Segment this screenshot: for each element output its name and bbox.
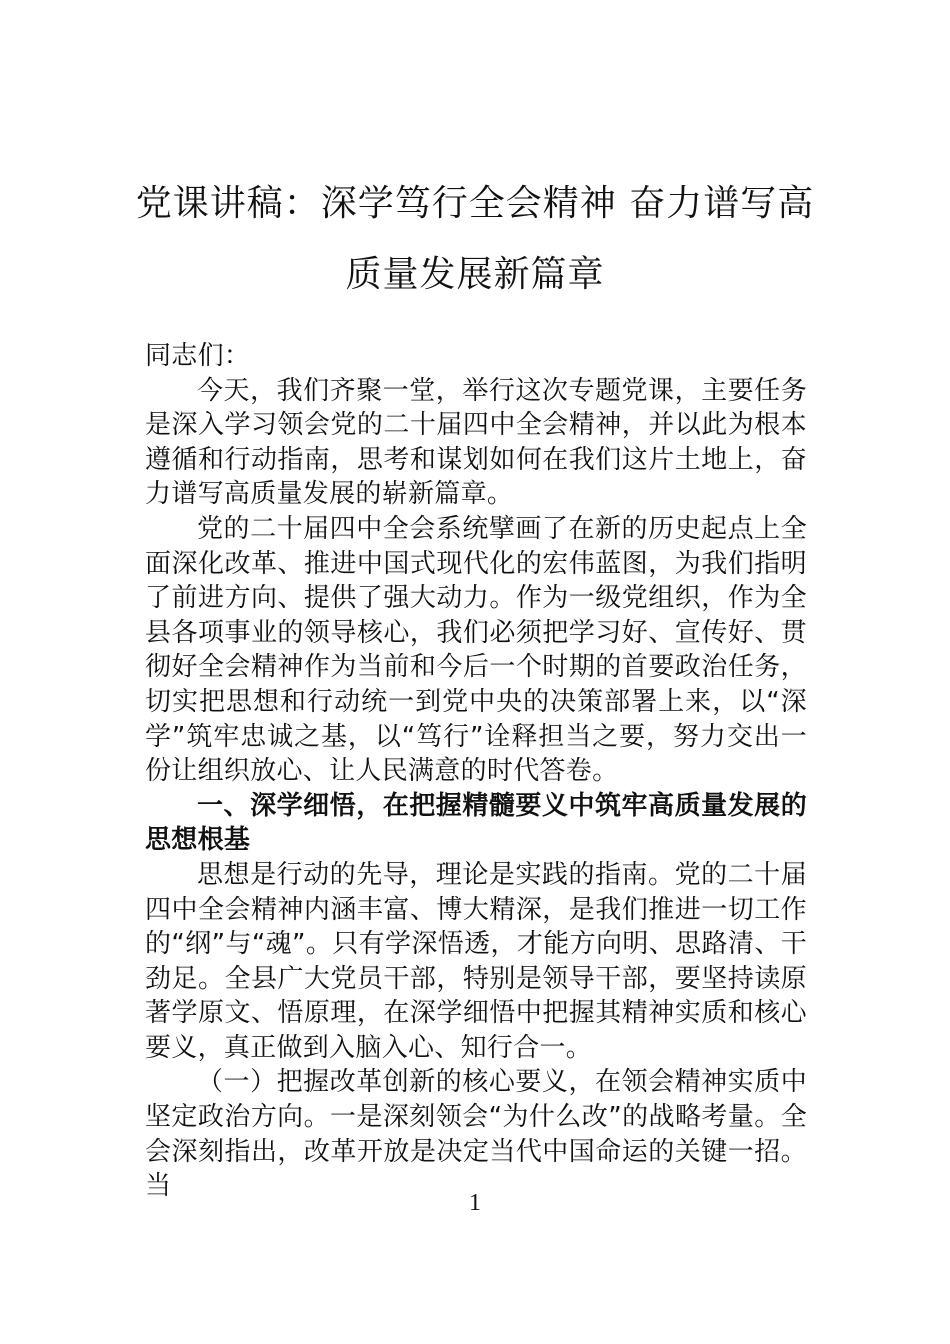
paragraph-intro: 今天，我们齐聚一堂，举行这次专题党课，主要任务是深入学习领会党的二十届四中全会精神，并以此为根本遵循和行动指南，思考和谋划如何在我们这片土地上，奋力谱写高质量发展的崭新篇章。 bbox=[145, 375, 807, 510]
salutation: 同志们： bbox=[145, 341, 251, 371]
document-title bbox=[120, 168, 830, 310]
title-line-2: 质量发展新篇章 bbox=[345, 254, 605, 295]
section-heading: 一、深学细悟，在把握精髓要义中筑牢高质量发展的思想根基 bbox=[145, 790, 807, 856]
document-body bbox=[145, 339, 807, 1204]
paragraph-section-one: 思想是行动的先导，理论是实践的指南。党的二十届四中全会精神内涵丰富、博大精深，是我们推进一切工作的“纲”与“魂”。只有学深悟透，才能方向明、思路清、干劲足。全县广大党员干部，特别是领导干部，要坚持读原著学原文、悟原理，在深学细悟中把握其精神实质和核心要义，真正做到入脑入心、知行合一。 bbox=[145, 859, 807, 1063]
title-line-1: 党课讲稿：深学笃行全会精神 奋力谱写高 bbox=[135, 183, 815, 224]
paragraph-subsection-one: （一）把握改革创新的核心要义，在领会精神实质中坚定政治方向。一是深刻领会“为什么改”的战略考量。全会深刻指出，改革开放是决定当代中国命运的关键一招。当 bbox=[145, 1067, 807, 1202]
paragraph-context: 党的二十届四中全会系统擘画了在新的历史起点上全面深化改革、推进中国式现代化的宏伟蓝图，为我们指明了前进方向、提供了强大动力。作为一级党组织，作为全县各项事业的领导核心，我们必须把学习好、宣传好、贯彻好全会精神作为当前和今后一个时期的首要政治任务，切实把思想和行动统一到党中央的决策部署上来，以“深学”筑牢忠诚之基，以“笃行”诠释担当之要，努力交出一份让组织放心、让人民满意的时代答卷。 bbox=[145, 513, 807, 787]
page-number: 1 bbox=[469, 1190, 481, 1216]
